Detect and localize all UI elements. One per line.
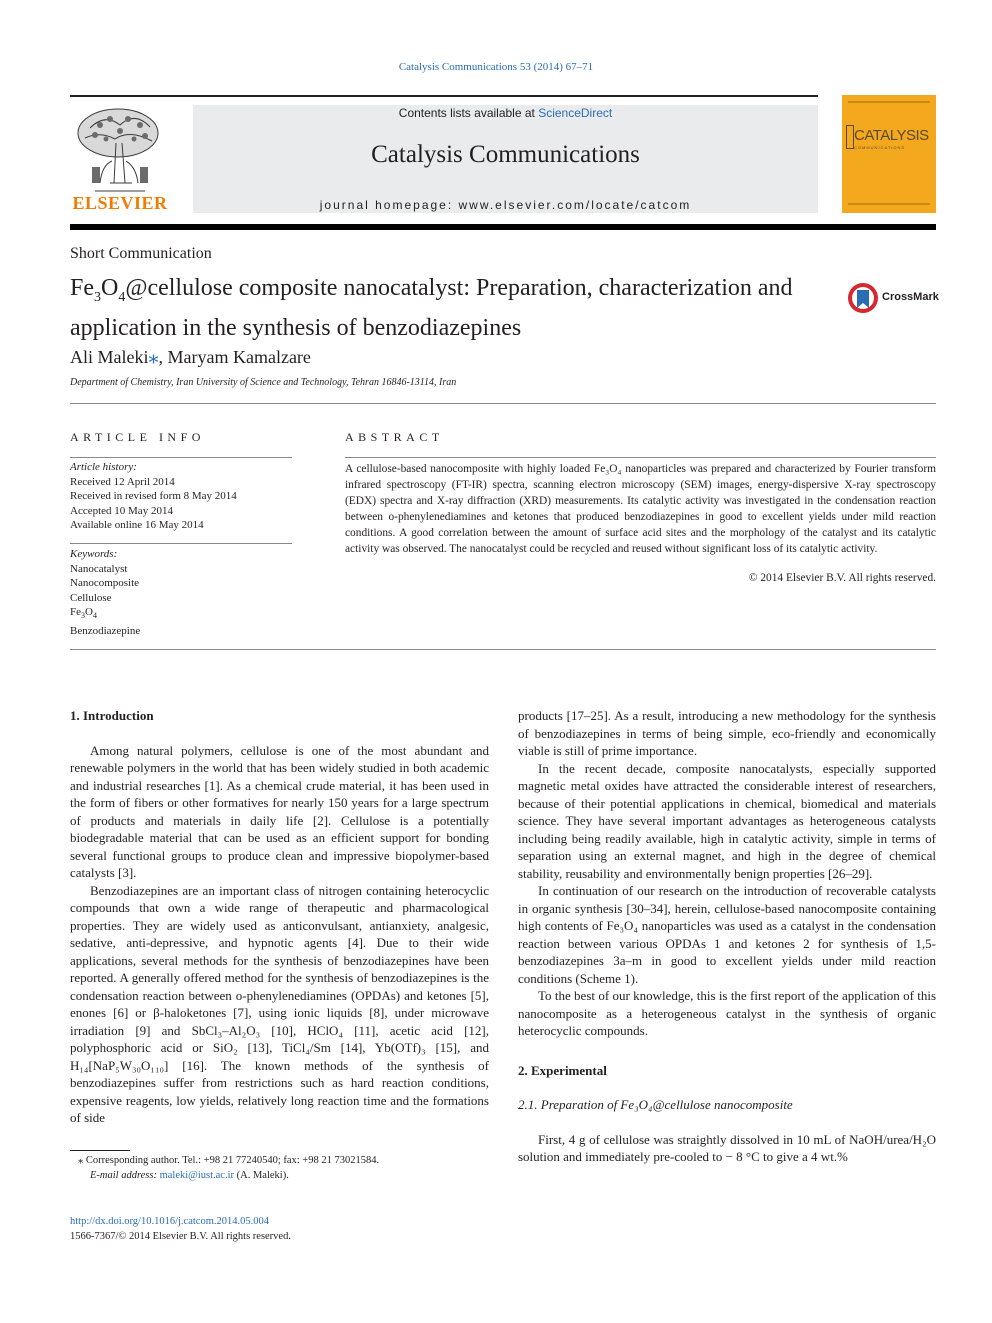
title-fe: Fe — [70, 275, 94, 301]
divider — [70, 403, 936, 404]
article-history — [70, 460, 237, 533]
abstract-copyright: © 2014 Elsevier B.V. All rights reserved. — [748, 572, 936, 584]
sciencedirect-link[interactable]: ScienceDirect — [538, 106, 613, 120]
history-item: Received in revised form 8 May 2014 — [70, 490, 237, 502]
title-rest: @cellulose composite nanocatalyst: Preparation, characterization and application in the synthesis of benzodiazepines — [70, 275, 793, 341]
paragraph: Among natural polymers, cellulose is one of the most abundant and renewable polymers in the world that has been widely studied in both academic and industrial researches [1]. As a chemical crude material, it has been used in the form of fibers or other formatives for nearly 150 years for a large spectrum of products and materials in daily life [2]. Cellulose is a potentially biodegradable material that can be used as an efficient support for bonding several functional groups to produce clean and impressive biopolymer-based catalysts [3]. — [70, 742, 489, 880]
author-1[interactable]: Ali Maleki — [70, 347, 149, 367]
paragraph: Benzodiazepines are an important class of nitrogen containing heterocyclic compounds that own a wide range of therapeutic and pharmacological properties. They are widely used as anticonvulsant, antianxiety, analgesic, sedative, anti-depressive, and hypnotic agents [4]. Due to their wide applications, several methods for the synthesis of benzodiazepines have been reported. A generally offered method for the synthesis of benzodiazepines is the condensation reaction between o-phenylenediamines (OPDAs) and ketones [5], enones [6] or β-haloketones [7], using ionic liquids [8], under microwave irradiation [9] and SbCl₃–Al₂O₃ [10], HClO₄ [11], acetic acid [12], polyphosphoric acid or SiO₂ [13], TiCl₄/Sm [14], Yb(OTf)₃ [15], and H₁₄[NaP₅W₃₀O₁₁₀] [16]. The known methods of the synthesis of benzodiazepines suffer from restrictions such as hard reaction conditions, expensive reagents, low yields, relatively long reaction time and the formations of side — [70, 882, 489, 1125]
history-label: Article history: — [70, 461, 137, 473]
paragraph: First, 4 g of cellulose was straightly dissolved in 10 mL of NaOH/urea/H₂O solution and immediately pre-cooled to − 8 °C to give a 4 wt.% — [518, 1131, 936, 1164]
section-heading-experimental: 2. Experimental — [518, 1062, 607, 1078]
journal-citation[interactable]: Catalysis Communications 53 (2014) 67–71 — [398, 61, 594, 73]
authors — [70, 344, 311, 369]
article-info-heading: ARTICLE INFO — [70, 430, 205, 444]
keyword: Cellulose — [70, 591, 112, 604]
affiliation: Department of Chemistry, Iran University of Science and Technology, Tehran 16846-13114, Iran — [70, 377, 457, 388]
footnote — [70, 1154, 379, 1183]
crossmark-icon — [846, 281, 880, 315]
journal-homepage[interactable]: journal homepage: www.elsevier.com/locate/catcom — [319, 198, 692, 212]
crossmark-label: CrossMark — [882, 291, 939, 303]
right-column — [518, 707, 936, 1166]
history-item: Accepted 10 May 2014 — [70, 504, 173, 517]
header-thick-rule — [70, 224, 936, 230]
email-suffix: (A. Maleki). — [234, 1169, 289, 1181]
author-2[interactable]: , Maryam Kamalzare — [158, 347, 311, 367]
keywords — [70, 547, 140, 638]
journal-name: Catalysis Communications — [371, 141, 640, 168]
divider — [70, 543, 292, 544]
corresponding-star[interactable]: ⁎ — [148, 346, 159, 368]
divider — [345, 457, 936, 458]
cover-box-icon — [846, 125, 854, 149]
subsection-heading: 2.1. Preparation of Fe₃O₄@cellulose nanocomposite — [518, 1097, 793, 1112]
elsevier-wordmark: ELSEVIER — [72, 193, 168, 213]
section-heading-introduction: 1. Introduction — [70, 708, 154, 723]
email-link[interactable]: maleki@iust.ac.ir — [159, 1169, 235, 1181]
title-o: O — [101, 275, 119, 301]
divider — [70, 649, 936, 650]
journal-cover[interactable] — [842, 95, 936, 213]
history-item: Available online 16 May 2014 — [70, 519, 204, 531]
keyword: Nanocomposite — [70, 577, 140, 589]
contents-line — [193, 106, 818, 120]
cover-rule — [848, 101, 930, 103]
doi-link[interactable]: http://dx.doi.org/10.1016/j.catcom.2014.05.004 — [70, 1216, 270, 1227]
title-sub-3: 3 — [94, 289, 101, 305]
left-column — [70, 707, 489, 1127]
doi-block — [70, 1215, 291, 1244]
email-label: E-mail address: — [90, 1169, 160, 1181]
article-type: Short Communication — [70, 245, 212, 262]
paragraph: To the best of our knowledge, this is the first report of the application of this nanocomposite as a heterogeneous catalyst in the synthesis of organic heterocyclic compounds. — [518, 988, 936, 1038]
keyword-fe3o4: $Fe_3O_4$ — [70, 606, 97, 621]
paragraph: In continuation of our research on the introduction of recoverable catalysts in organic synthesis [30–34], herein, cellulose-based nanocomposite containing high contents of Fe₃O₄ nanoparticles was used as a catalyst in the condensation reaction between various OPDAs 1 and ketones 2 for synthesis of 1,5-benzodiazepines 3a–m in good to excellent yields under mild reaction conditions (Scheme 1). — [518, 883, 936, 986]
paragraph: In the recent decade, composite nanocatalysts, especially supported magnetic metal oxides have attracted the considerable interest of researchers, because of their potential applications in chemical, biomedical and materials science. They have several important advantages as heterogeneous catalysts including being readily available, high in catalytic activity, simple in terms of separation using an external magnet, and high in the degree of chemical stability, reusability and environmentally benign properties [26–29]. — [518, 760, 936, 881]
cover-rule-bottom — [848, 203, 930, 205]
title-sub-4: 4 — [118, 289, 126, 305]
divider — [70, 457, 292, 458]
crossmark-badge[interactable] — [846, 281, 938, 315]
header-rule — [70, 95, 818, 97]
article-title — [70, 273, 810, 343]
contents-prefix: Contents lists available at — [398, 106, 539, 120]
keyword: Nanocatalyst — [70, 562, 128, 575]
abstract-heading: ABSTRACT — [345, 430, 444, 444]
keywords-label: Keywords: — [70, 548, 118, 560]
history-item: Received 12 April 2014 — [70, 475, 175, 488]
cover-subtitle: COMMUNICATIONS — [854, 145, 906, 150]
corresponding-author-note: ⁎ Corresponding author. Tel.: +98 21 77240540; fax: +98 21 73021584. — [78, 1155, 380, 1166]
abstract-text: A cellulose-based nanocomposite with highly loaded Fe₃O₄ nanoparticles was prepared and characterized by Fourier transform infrared spectroscopy (FT-IR) spectra, scanning electron microscopy (SEM) images, energy-dispersive X-ray spectroscopy (EDX) spectra and X-ray diffraction (XRD) measurements. Its catalytic activity was investigated in the condensation reaction between o-phenylenediamines and ketones that produced benzodiazepines in good to excellent yields under mild reaction conditions. A good correlation between the amount of surface acid sites and the morphology of the catalyst and its catalytic activity was observed. The nanocatalyst could be recycled and reused without significant loss of its catalytic activity. — [345, 463, 936, 556]
cover-title: CATALYSIS — [854, 127, 929, 144]
footnote-rule — [70, 1150, 130, 1151]
keyword: Benzodiazepine — [70, 624, 141, 637]
paragraph: products [17–25]. As a result, introducing a new methodology for the synthesis of benzodiazepines in terms of being simple, eco-friendly and economically viable is still of prime importance. — [518, 708, 936, 758]
issn-line: 1566-7367/© 2014 Elsevier B.V. All rights reserved. — [70, 1230, 291, 1242]
